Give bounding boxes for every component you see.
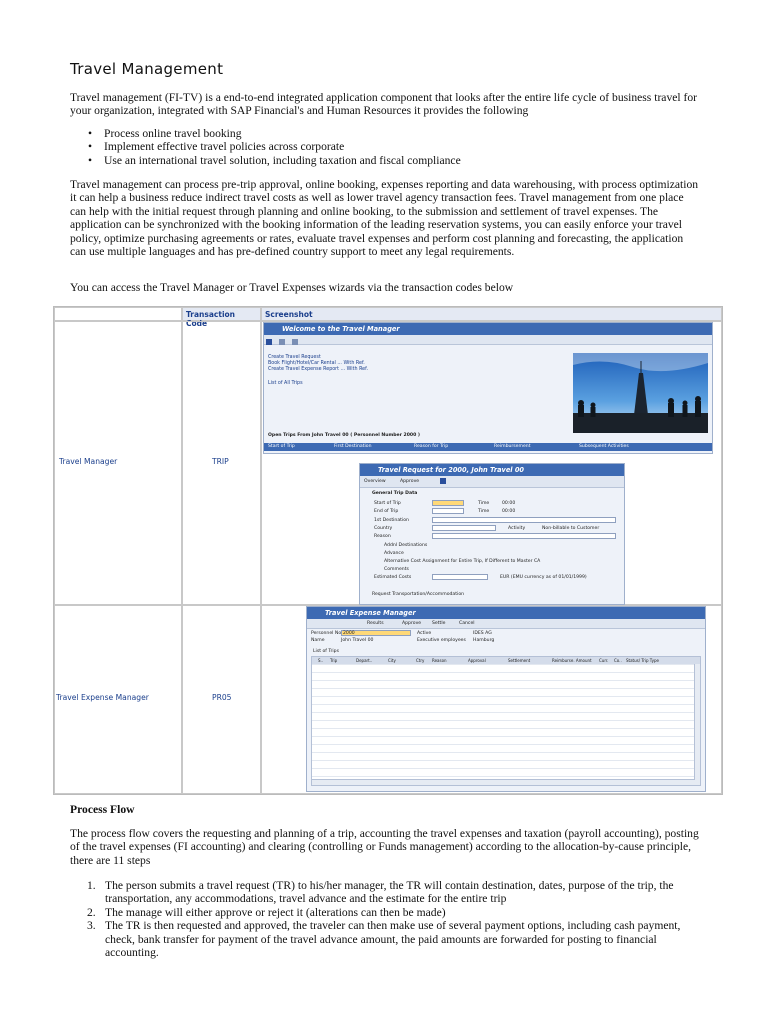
end-of-trip-input[interactable] (432, 508, 464, 514)
time-input[interactable]: 00:00 (502, 509, 516, 514)
label-name: Name (311, 638, 325, 643)
option-advance[interactable]: Advance (384, 551, 404, 556)
label-personnel-no: Personnel No (311, 631, 342, 636)
link-create-expense-report[interactable]: Create Travel Expense Report ... With Ref. (268, 367, 369, 372)
estimated-costs-input[interactable] (432, 574, 488, 580)
transaction-table (53, 306, 723, 795)
access-line: You can access the Travel Manager or Travel Expenses wizards via the transaction codes below (70, 281, 514, 294)
row-code-trip: TRIP (212, 457, 229, 466)
list-item: • Use an international travel solution, including taxation and fiscal compliance (70, 154, 690, 167)
option-alternative-cost[interactable]: Alternative Cost Assignment for Entire Trip, If Different to Master CA (384, 559, 541, 564)
link-create-travel-request[interactable]: Create Travel Request (268, 355, 321, 360)
col-reason: Reason for Trip (414, 444, 449, 449)
link-list-of-all-trips[interactable]: List of All Trips (268, 381, 303, 386)
org-city: Hamburg (473, 638, 495, 643)
list-of-trips-title: List of Trips (313, 649, 339, 654)
table-header-cell (54, 307, 182, 321)
label-activity: Activity (508, 526, 526, 531)
label-start-of-trip: Start of Trip (374, 501, 401, 506)
col-depart: Depart.. (356, 658, 373, 663)
col-trip: Trip (330, 658, 338, 663)
name-value: John Travel 00 (341, 638, 374, 643)
row-label-travel-expense-manager: Travel Expense Manager (56, 693, 149, 702)
settings-icon (279, 339, 285, 345)
label-end-of-trip: End of Trip (374, 509, 399, 514)
step-text: The manage will either approve or reject it (alterations can then be made) (105, 905, 446, 919)
col-status-trip-type: Status/ Trip Type (626, 658, 659, 663)
status-group: Executive employees (417, 638, 466, 643)
col-subsequent: Subsequent Activities (579, 444, 629, 449)
start-of-trip-input[interactable] (432, 500, 464, 506)
col-company: Co.. (614, 658, 622, 663)
currency-select[interactable]: EUR (EMU currency as of 01/01/1999) (500, 575, 587, 580)
step-text: The person submits a travel request (TR) to his/her manager, the TR will contain destination, dates, purpose of the trip, the transportation, any accommodations, travel advance and the estimate for the entire trip (105, 879, 674, 906)
screen-title: Welcome to the Travel Manager (264, 323, 712, 335)
screen-title: Travel Expense Manager (307, 607, 705, 619)
label-time: Time (478, 501, 490, 506)
org-company: IDES AG (473, 631, 492, 636)
tools-icon (292, 339, 298, 345)
results-button[interactable]: Results (367, 621, 384, 626)
time-input[interactable]: 00:00 (502, 501, 516, 506)
option-comments[interactable]: Comments (384, 567, 409, 572)
process-flow-heading: Process Flow (70, 803, 135, 816)
screen-toolbar (307, 619, 705, 629)
reason-input[interactable] (432, 533, 616, 539)
step-number: 2. (87, 905, 96, 919)
country-select[interactable] (432, 525, 496, 531)
screen-title: Travel Request for 2000, John Travel 00 (360, 464, 624, 476)
intro-paragraph: Travel management (FI-TV) is a end-to-end integrated application component that looks after the entire life cycle of business travel for your organization, integrated with SAP Financial's and Human Resources it provides the following (70, 91, 698, 118)
list-item (70, 906, 695, 919)
label-destination: 1st Destination (374, 518, 409, 523)
header-transaction-code: Transaction Code (182, 307, 261, 321)
destination-input[interactable] (432, 517, 616, 523)
feature-list (70, 127, 690, 167)
col-reimburse-amount: Reimburse. Amount (552, 658, 592, 663)
screen-toolbar (264, 335, 712, 345)
process-flow-intro: The process flow covers the requesting and planning of a trip, accounting the travel expenses and taxation (payroll accounting), posting of the travel expenses (FI accounting) and clearing (controlling or Funds management) according to the allocation-by-cause principle, there are 11 steps (70, 827, 699, 867)
info-icon (266, 339, 272, 345)
page-title: Travel Management (70, 60, 224, 78)
option-addnl-destinations[interactable]: Addnl Destinations (384, 543, 428, 548)
col-approval: Approval (468, 658, 486, 663)
open-trips-header-row (264, 443, 712, 451)
list-item: • Implement effective travel policies across corporate (70, 140, 690, 153)
vertical-scrollbar[interactable] (694, 664, 700, 785)
activity-select[interactable]: Non-billable to Customer (542, 526, 600, 531)
paris-photo (573, 353, 708, 433)
step-text: The TR is then requested and approved, the traveler can then make use of several payment options, including cash payment, check, bank transfer for payment of the travel advance amount, the paid amounts are forwarded for posting to financial accounting. (105, 919, 681, 960)
overview-button[interactable]: Overview (364, 479, 386, 484)
col-ctry: Ctry (416, 658, 425, 663)
col-start-of-trip: Start of Trip (268, 444, 295, 449)
personnel-no-value: 2000 (343, 631, 355, 636)
col-first-destination: First Destination (334, 444, 372, 449)
label-estimated-costs: Estimated Costs (374, 575, 412, 580)
label-time: Time (478, 509, 490, 514)
approve-button[interactable]: Approve (400, 479, 420, 484)
request-transport-button[interactable]: Request Transportation/Accommodation (372, 592, 465, 597)
trips-grid (311, 656, 701, 786)
info-icon (440, 478, 446, 484)
body-paragraph: Travel management can process pre-trip approval, online booking, expenses reporting and data warehousing, with process optimization it can help a business reduce indirect travel costs as well as lower travel agency transaction fees. Travel management from one place can help with the initial request through planning and online booking, to the submission and settlement of travel expenses. The application can be synchronized with the booking information of the leading reservation systems, you can easily enforce your travel policy, optimize purchasing agreements or rates, evaluate travel expenses and perform cost planning and forecasting, the application can use multiple languages and has pre-defined country support to meet any legal requirements. (70, 178, 699, 259)
link-book-flight[interactable]: Book Flight/Hotel/Car Rental ... With Ref. (268, 361, 365, 366)
screenshot-travel-request (359, 463, 625, 605)
trips-grid-header (312, 657, 700, 664)
cancel-button[interactable]: Cancel (459, 621, 475, 626)
col-reimbursement: Reimbursement (494, 444, 531, 449)
step-number: 1. (87, 879, 96, 892)
col-status: S.. (318, 658, 324, 663)
col-city: City (388, 658, 396, 663)
screenshot-travel-manager (263, 322, 713, 454)
col-currency: Curr. (599, 658, 609, 663)
row-code-pr05: PR05 (212, 693, 232, 702)
settle-button[interactable]: Settle (432, 621, 446, 626)
process-steps (70, 879, 695, 959)
screen-toolbar (360, 476, 624, 488)
horizontal-scrollbar[interactable] (312, 779, 695, 785)
approve-button[interactable]: Approve (402, 621, 422, 626)
list-item (70, 879, 695, 906)
row-label-travel-manager: Travel Manager (59, 457, 118, 466)
label-reason: Reason (374, 534, 391, 539)
section-general-trip-data: General Trip Data (372, 491, 418, 496)
screenshot-travel-expense-manager (306, 606, 706, 792)
col-settlement: Settlement (508, 658, 531, 663)
open-trips-heading: Open Trips From John Travel 00 ( Personnel Number 2000 ) (268, 433, 421, 438)
status-active: Active (417, 631, 432, 636)
header-screenshot: Screenshot (261, 307, 722, 321)
list-item: • Process online travel booking (70, 127, 690, 140)
list-item (70, 919, 695, 959)
col-reason: Reason (432, 658, 447, 663)
step-number: 3. (87, 919, 96, 933)
label-country: Country (374, 526, 393, 531)
